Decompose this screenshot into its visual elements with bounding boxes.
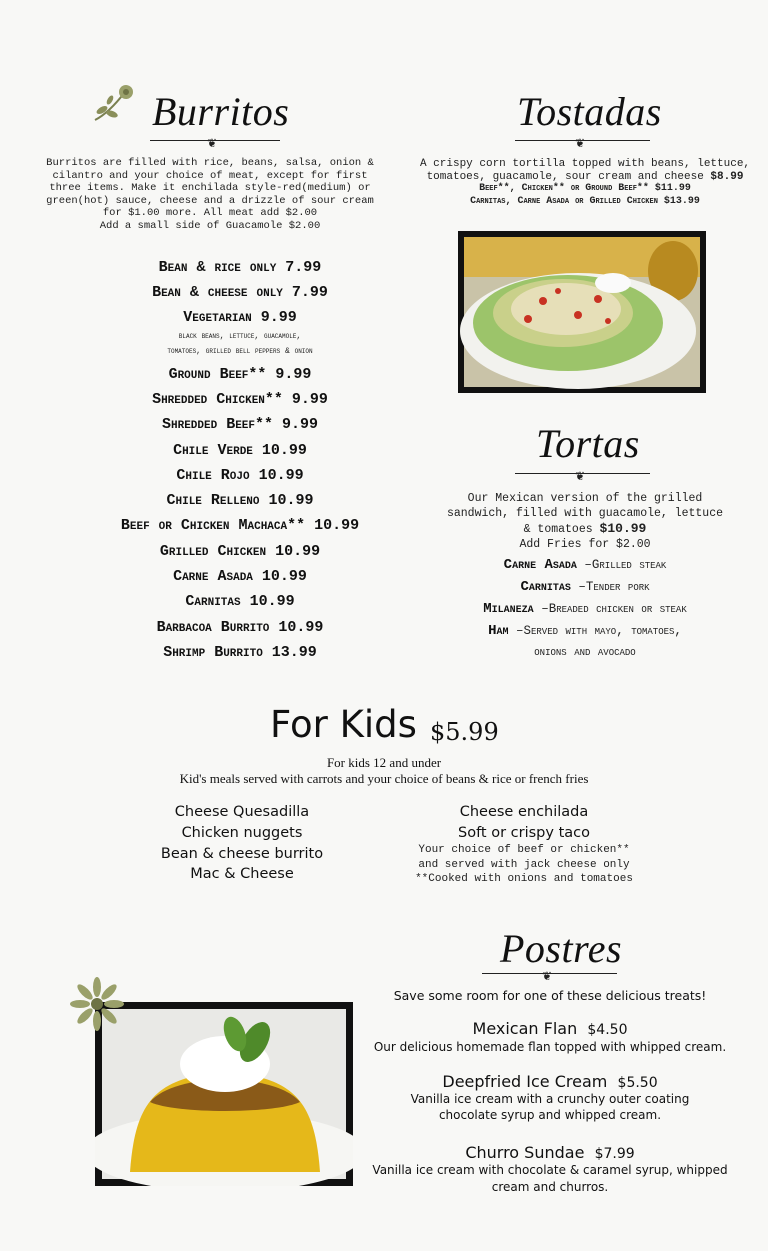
- kids-meal-note: Kid's meals served with carrots and your choice of beans & rice or french fries: [179, 771, 589, 786]
- tostadas-title: Tostadas: [517, 89, 662, 134]
- list-item: Bean & cheese burrito: [160, 846, 324, 862]
- tortas-description: Our Mexican version of the grilled sandwich, filled with guacamole, lettuce & tomatoes $10.99 Add Fries for $2.00: [446, 492, 724, 551]
- list-item: Shredded Chicken** 9.99: [152, 391, 328, 408]
- burritos-title: Burritos: [152, 89, 290, 134]
- list-item: Barbacoa Burrito 10.99: [156, 619, 324, 636]
- list-item: Chile Verde 10.99: [173, 442, 307, 459]
- list-item: Bean & rice only 7.99: [158, 259, 322, 276]
- dessert-desc: Vanilla ice cream with a crunchy outer coating: [410, 1092, 690, 1106]
- dessert-desc: chocolate syrup and whipped cream.: [438, 1108, 662, 1122]
- list-item: Shredded Beef** 9.99: [161, 416, 319, 433]
- dessert-item: Mexican Flan $4.50: [472, 1019, 628, 1038]
- kids-title: For Kids: [270, 703, 417, 746]
- list-item: Chicken nuggets: [181, 825, 303, 841]
- postres-intro: Save some room for one of these delicious treats!: [393, 988, 707, 1003]
- vegetarian-note: black beans, lettuce, guacamole,: [178, 332, 302, 341]
- kids-age-note: For kids 12 and under: [326, 755, 442, 770]
- flower-icon: [90, 80, 140, 130]
- list-item: onions and avocado: [534, 645, 636, 659]
- tostada-photo: [458, 231, 706, 393]
- list-item: Beef or Chicken Machaca** 10.99: [120, 517, 360, 534]
- divider-ornament-icon: ❦: [575, 469, 586, 483]
- list-item: Carnitas –Tender pork: [520, 579, 650, 595]
- list-item: Chile Relleno 10.99: [166, 492, 314, 509]
- flan-photo: [95, 1002, 353, 1186]
- list-item: Soft or crispy taco: [458, 825, 590, 841]
- list-item: Bean & cheese only 7.99: [152, 284, 328, 301]
- list-item: Milaneza –Breaded chicken or steak: [483, 601, 687, 617]
- dessert-item: Deepfried Ice Cream $5.50: [442, 1072, 658, 1091]
- list-item: Ham –Served with mayo, tomatoes,: [488, 623, 682, 639]
- list-item: Mac & Cheese: [190, 866, 294, 882]
- list-item: Cheese enchilada: [459, 804, 589, 820]
- list-item: Carne Asada 10.99: [173, 568, 307, 585]
- postres-title: Postres: [500, 926, 623, 971]
- daisy-icon: [70, 977, 124, 1031]
- list-item: Carnitas 10.99: [185, 593, 295, 610]
- list-item: Cheese Quesadilla: [174, 804, 310, 820]
- divider-ornament-icon: ❦: [575, 136, 586, 150]
- divider-ornament-icon: ❦: [542, 969, 553, 983]
- list-item: Ground Beef** 9.99: [168, 366, 312, 383]
- kids-price: $5.99: [430, 718, 499, 746]
- list-item: Grilled Chicken 10.99: [159, 543, 321, 560]
- list-item: Carne Asada –Grilled steak: [503, 557, 667, 573]
- dessert-desc: cream and churros.: [491, 1180, 609, 1194]
- taco-notes: Your choice of beef or chicken** and served with jack cheese only **Cooked with onions and tomatoes: [415, 844, 633, 885]
- list-item: Chile Rojo 10.99: [176, 467, 304, 484]
- burritos-description: Burritos are filled with rice, beans, salsa, onion & cilantro and your choice of meat, except for first three items. Make it enchilada style-red(medium) or green(hot) sauce, cheese and a drizzle of sour cream for $1.00 more. All meat add $2.00 Add a small side of Guacamole $2.00: [46, 157, 374, 232]
- tostadas-description: A crispy corn tortilla topped with beans, lettuce, tomatoes, guacamole, sour cream and cheese $8.99 Beef**, Chicken** or Ground Beef** $11.99 Carnitas, Carne Asada or Grilled Chicken $13.99: [419, 158, 751, 207]
- vegetarian-note: tomatoes, grilled bell peppers & onion: [167, 347, 313, 356]
- dessert-desc: Vanilla ice cream with chocolate & caramel syrup, whipped: [372, 1163, 728, 1177]
- dessert-item: Churro Sundae $7.99: [465, 1143, 635, 1162]
- dessert-desc: Our delicious homemade flan topped with whipped cream.: [373, 1040, 727, 1054]
- divider-ornament-icon: ❦: [207, 136, 218, 150]
- list-item: Vegetarian 9.99: [183, 309, 297, 326]
- list-item: Shrimp Burrito 13.99: [163, 644, 317, 661]
- tortas-title: Tortas: [536, 421, 640, 466]
